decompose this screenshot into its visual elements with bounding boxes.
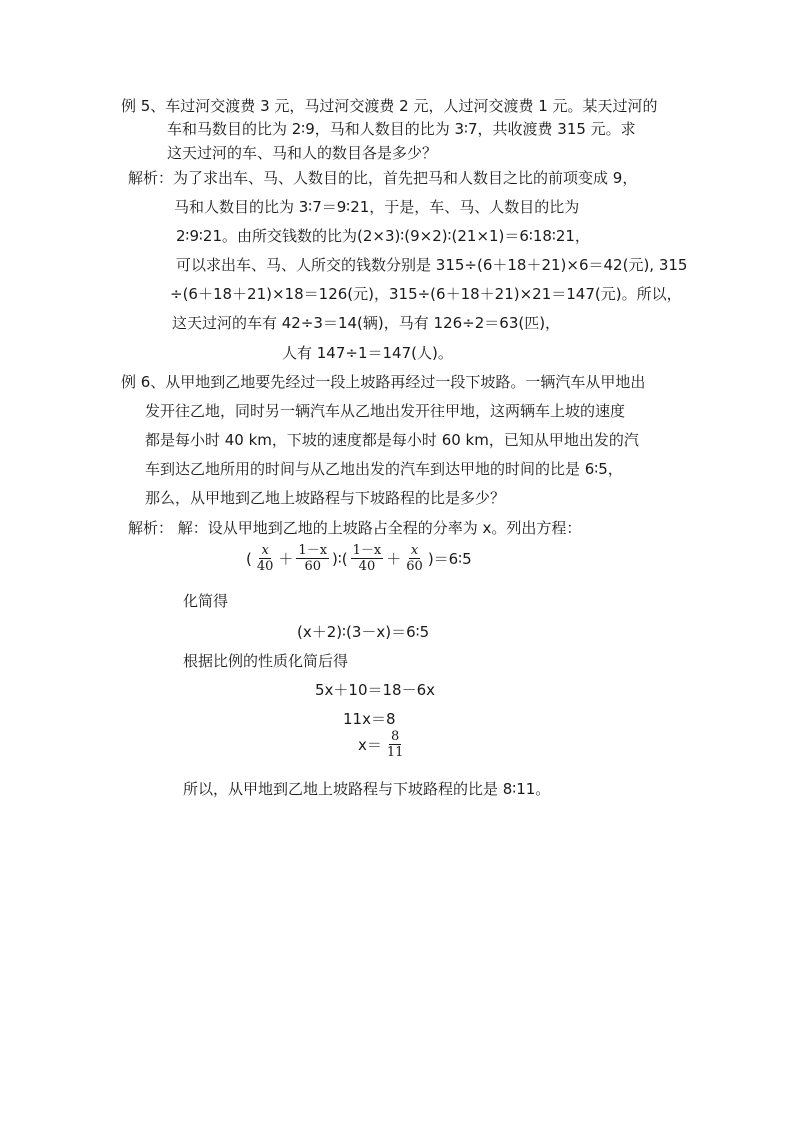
fraction-denominator: 40 bbox=[256, 559, 274, 574]
equation-middle: )∶( bbox=[332, 549, 348, 568]
step-equation-3 bbox=[358, 729, 408, 760]
solution5-line-3: 2∶9∶21。由所交钱数的比为(2×3)∶(9×2)∶(21×1)＝6∶18∶21， bbox=[176, 227, 590, 245]
solution5-line-2: 马和人数目的比为 3∶7＝9∶21，于是，车、马、人数目的比为 bbox=[174, 198, 580, 216]
example6-line-5: 那么，从甲地到乙地上坡路程与下坡路程的比是多少？ bbox=[145, 489, 506, 507]
example6-line-3: 都是每小时 40 km，下坡的速度都是每小时 60 km，已知从甲地出发的汽 bbox=[145, 431, 639, 449]
conclusion: 所以，从甲地到乙地上坡路程与下坡路程的比是 8∶11。 bbox=[183, 780, 551, 798]
example6-line-2: 发开往乙地，同时另一辆汽车从乙地出发开往甲地，这两辆车上坡的速度 bbox=[145, 402, 626, 420]
fraction-numerator: 1－x bbox=[352, 543, 382, 558]
solution6-intro: 解析： 解：设从甲地到乙地的上坡路占全程的分率为 x。列出方程： bbox=[128, 519, 582, 537]
property-label: 根据比例的性质化简后得 bbox=[183, 652, 349, 670]
step-equation-1: 5x＋10＝18－6x bbox=[315, 681, 436, 699]
fraction-denominator: 60 bbox=[406, 559, 423, 574]
simplify-label: 化简得 bbox=[183, 592, 229, 610]
solution5-line-7: 人有 147÷1＝147(人)。 bbox=[282, 344, 453, 362]
equation-plus: ＋ bbox=[278, 550, 294, 568]
equation-plus: ＋ bbox=[386, 550, 402, 568]
step3-lhs: x＝ bbox=[358, 736, 382, 754]
solution5-line-5: ÷(6＋18＋21)×18＝126(元)，315÷(6＋18＋21)×21＝147(元)。所以， bbox=[170, 285, 682, 303]
step-equation-2: 11x＝8 bbox=[343, 710, 396, 728]
example5-line-3: 这天过河的车、马和人的数目各是多少？ bbox=[167, 144, 438, 162]
fraction-8-over-11 bbox=[385, 729, 406, 760]
solution5-line-6: 这天过河的车有 42÷3＝14(辆)，马有 126÷2＝63(匹)， bbox=[172, 314, 561, 332]
fraction-x-over-60 bbox=[404, 543, 425, 574]
equation-close: )＝6∶5 bbox=[427, 550, 472, 568]
example5-line-1: 例 5、车过河交渡费 3 元，马过河交渡费 2 元，人过河交渡费 1 元。某天过河的 bbox=[121, 97, 658, 115]
example6-line-1: 例 6、从甲地到乙地要先经过一段上坡路再经过一段下坡路。一辆汽车从甲地出 bbox=[121, 373, 646, 391]
fraction-numerator: 8 bbox=[391, 729, 400, 744]
solution5-line-4: 可以求出车、马、人所交的钱数分别是 315÷(6＋18＋21)×6＝42(元), 315 bbox=[176, 256, 688, 274]
fraction-numerator: x bbox=[410, 543, 419, 558]
solution5-line-1: 解析：为了求出车、马、人数目的比，首先把马和人数目之比的前项变成 9， bbox=[128, 169, 638, 187]
simplified-equation: (x＋2)∶(3－x)＝6∶5 bbox=[297, 623, 430, 641]
fraction-1-minus-x-over-40 bbox=[351, 543, 384, 574]
fraction-denominator: 40 bbox=[358, 559, 376, 574]
fraction-denominator: 60 bbox=[304, 559, 321, 574]
fraction-x-over-40 bbox=[255, 543, 276, 574]
example5-line-2: 车和马数目的比为 2∶9，马和人数目的比为 3∶7，共收渡费 315 元。求 bbox=[167, 120, 636, 138]
equation-open-paren: ( bbox=[246, 549, 252, 568]
fraction-numerator: 1－x bbox=[298, 543, 328, 558]
fraction-denominator: 11 bbox=[386, 745, 404, 760]
fraction-1-minus-x-over-60 bbox=[296, 543, 329, 574]
example6-line-4: 车到达乙地所用的时间与从乙地出发的汽车到达甲地的时间的比是 6∶5， bbox=[145, 460, 623, 478]
ratio-equation bbox=[246, 543, 472, 574]
fraction-numerator: x bbox=[261, 543, 269, 558]
